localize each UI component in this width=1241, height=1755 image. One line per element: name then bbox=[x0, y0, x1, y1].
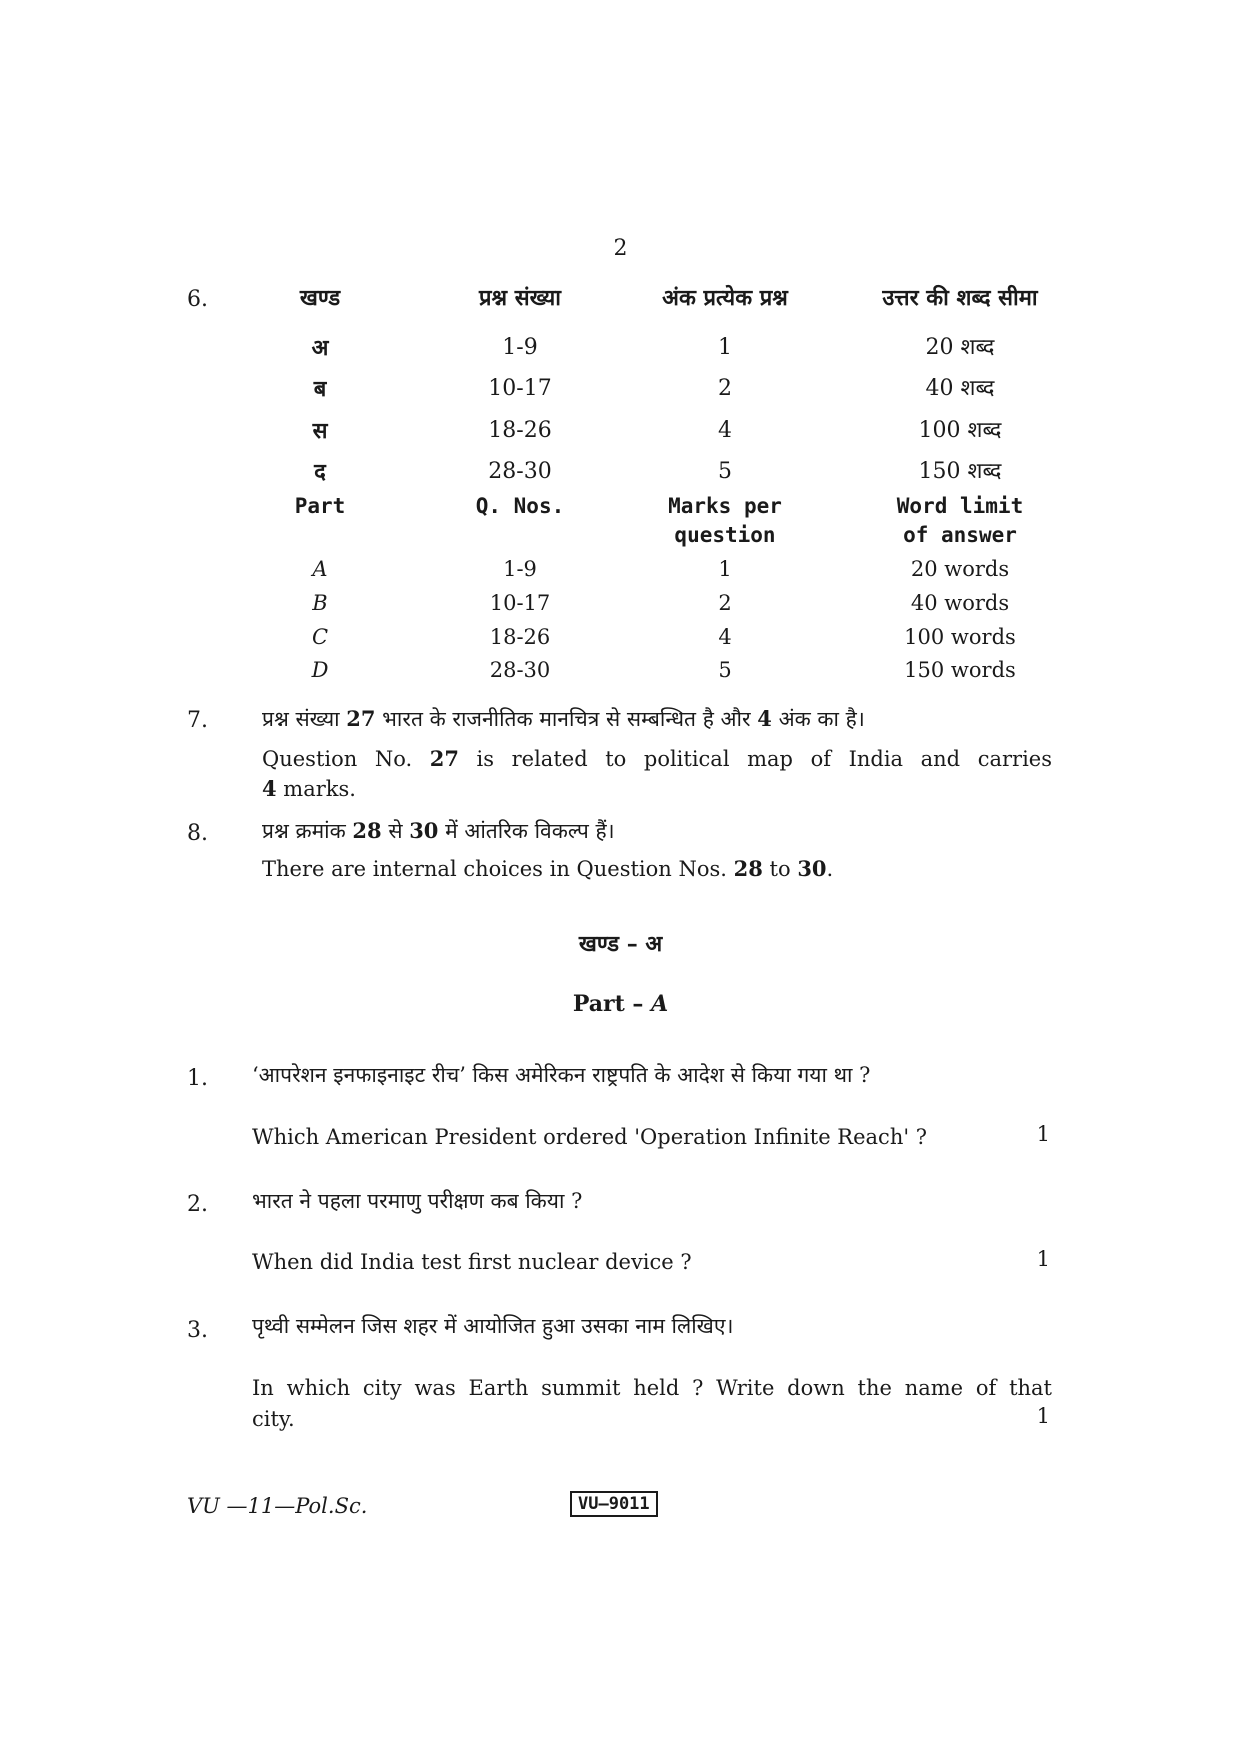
table-cell: 18-26 bbox=[488, 418, 552, 443]
table-cell: 18-26 bbox=[489, 625, 551, 649]
text: में आंतरिक विकल्प हैं। bbox=[438, 819, 615, 843]
table-cell: D bbox=[311, 658, 329, 682]
table-cell: 2 bbox=[718, 376, 732, 401]
text: 4 bbox=[262, 776, 277, 801]
text: A bbox=[651, 991, 669, 1017]
header-question: question bbox=[674, 523, 776, 547]
table-cell: 20 शब्द bbox=[925, 335, 995, 360]
text: प्रश्न संख्या bbox=[262, 707, 347, 731]
table-row bbox=[270, 333, 1030, 363]
table-row bbox=[270, 622, 1030, 652]
question-2-number: 2. bbox=[187, 1192, 208, 1217]
text: to bbox=[762, 857, 798, 881]
question-3-english-line2: city. bbox=[252, 1407, 295, 1431]
header-of-answer: of answer bbox=[903, 523, 1017, 547]
table-cell: 4 bbox=[718, 418, 732, 443]
item-7-english-line2 bbox=[262, 773, 1052, 805]
table-cell: 5 bbox=[718, 459, 732, 484]
table-cell: 100 शब्द bbox=[918, 418, 1002, 443]
hindi-header-row bbox=[270, 283, 1038, 313]
table-cell: 150 शब्द bbox=[918, 459, 1002, 484]
text: 4 bbox=[757, 706, 772, 731]
text: Question No. bbox=[262, 747, 430, 771]
table-cell: C bbox=[311, 625, 329, 649]
header-q-nos: Q. Nos. bbox=[475, 494, 565, 518]
table-cell: स bbox=[312, 418, 328, 444]
page-number: 2 bbox=[613, 236, 628, 261]
section-hindi-title: खण्ड – अ bbox=[578, 931, 663, 957]
header-khand: खण्ड bbox=[299, 285, 341, 311]
header-marks-per: Marks per bbox=[668, 494, 782, 518]
header-shabd-seema: उत्तर की शब्द सीमा bbox=[882, 285, 1038, 311]
item-7-english-line1 bbox=[262, 743, 1052, 775]
question-1-hindi: ‘आपरेशन इनफाइनाइट रीच’ किस अमेरिकन राष्ट्रपति के आदेश से किया गया था ? bbox=[252, 1063, 871, 1087]
header-prashn-sankhya: प्रश्न संख्या bbox=[479, 285, 561, 311]
question-2-english: When did India test first nuclear device ? bbox=[252, 1250, 692, 1274]
text: 27 bbox=[429, 746, 459, 771]
question-1-marks: 1 bbox=[1036, 1122, 1050, 1146]
item-7-number: 7. bbox=[187, 708, 208, 733]
table-cell: 1 bbox=[718, 557, 732, 581]
text: 28 bbox=[352, 818, 382, 843]
item-8-english bbox=[262, 853, 1052, 885]
table-cell: 1-9 bbox=[502, 335, 538, 360]
footer-code-box: VU–9011 bbox=[570, 1491, 658, 1517]
item-6-number: 6. bbox=[187, 287, 208, 312]
question-2-marks: 1 bbox=[1036, 1247, 1050, 1271]
item-8-number: 8. bbox=[187, 821, 208, 846]
header-word-limit: Word limit bbox=[896, 494, 1024, 518]
header-ank: अंक प्रत्येक प्रश्न bbox=[662, 285, 788, 311]
text: marks. bbox=[276, 777, 356, 801]
table-cell: ब bbox=[313, 376, 327, 402]
table-cell: 10-17 bbox=[489, 591, 551, 615]
question-1-number: 1. bbox=[187, 1066, 208, 1091]
table-row bbox=[270, 588, 1030, 618]
table-cell: 4 bbox=[718, 625, 732, 649]
text: भारत के राजनीतिक मानचित्र से सम्बन्धित है और bbox=[375, 707, 758, 731]
table-row bbox=[270, 655, 1030, 685]
table-cell: द bbox=[314, 459, 326, 485]
question-3-marks: 1 bbox=[1036, 1404, 1050, 1428]
question-3-hindi: पृथ्वी सम्मेलन जिस शहर में आयोजित हुआ उसका नाम लिखिए। bbox=[252, 1314, 734, 1338]
table-cell: 2 bbox=[718, 591, 732, 615]
text: अंक का है। bbox=[771, 707, 865, 731]
text: Part – bbox=[572, 991, 652, 1017]
table-row bbox=[270, 416, 1030, 446]
text: 28 bbox=[733, 856, 763, 881]
table-cell: 40 शब्द bbox=[925, 376, 995, 401]
section-english-title bbox=[0, 991, 1241, 1017]
question-3-number: 3. bbox=[187, 1318, 208, 1343]
item-7-hindi bbox=[262, 703, 1052, 735]
table-cell: B bbox=[312, 591, 328, 615]
text: से bbox=[381, 819, 410, 843]
english-header-row bbox=[270, 492, 1030, 522]
text: 27 bbox=[346, 706, 376, 731]
question-2-hindi: भारत ने पहला परमाणु परीक्षण कब किया ? bbox=[252, 1189, 583, 1213]
table-cell: अ bbox=[311, 335, 329, 361]
text: 30 bbox=[797, 856, 827, 881]
text: 30 bbox=[409, 818, 439, 843]
table-cell: 5 bbox=[718, 658, 732, 682]
question-3-english-line1: In which city was Earth summit held ? Write down the name of that bbox=[252, 1376, 1052, 1400]
table-row bbox=[270, 554, 1030, 584]
text: is related to political map of India and carries bbox=[458, 747, 1052, 771]
item-8-hindi bbox=[262, 815, 1052, 847]
question-1-english: Which American President ordered 'Operation Infinite Reach' ? bbox=[252, 1125, 928, 1149]
table-cell: 1-9 bbox=[503, 557, 537, 581]
table-cell: 1 bbox=[718, 335, 732, 360]
table-cell: 100 words bbox=[904, 625, 1016, 649]
header-part: Part bbox=[294, 494, 346, 518]
table-cell: 10-17 bbox=[488, 376, 552, 401]
text: There are internal choices in Question Nos. bbox=[262, 857, 734, 881]
table-cell: 28-30 bbox=[488, 459, 552, 484]
table-row bbox=[270, 457, 1030, 487]
table-cell: 40 words bbox=[910, 591, 1010, 615]
english-header-row-2 bbox=[270, 521, 1030, 551]
text: . bbox=[826, 857, 834, 881]
table-cell: 150 words bbox=[904, 658, 1016, 682]
table-cell: 28-30 bbox=[489, 658, 551, 682]
table-row bbox=[270, 374, 1030, 404]
footer-paper-id: VU —11—Pol.Sc. bbox=[187, 1494, 368, 1518]
text: प्रश्न क्रमांक bbox=[262, 819, 353, 843]
table-cell: A bbox=[312, 557, 328, 581]
table-cell: 20 words bbox=[910, 557, 1010, 581]
